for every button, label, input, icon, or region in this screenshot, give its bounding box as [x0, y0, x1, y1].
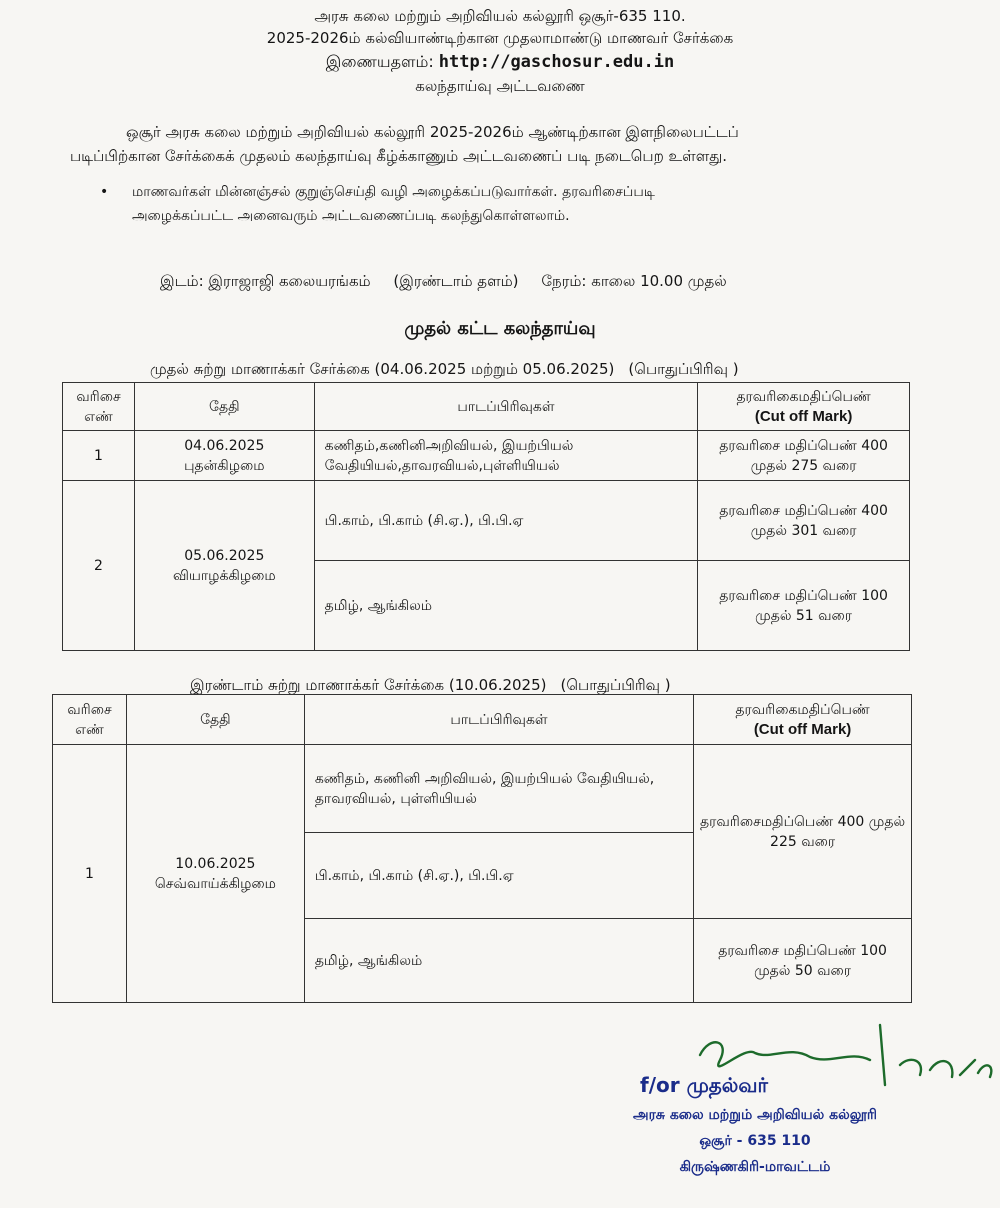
header-subjects: பாடப்பிரிவுகள் — [304, 695, 693, 745]
row-date-value: 05.06.2025 — [184, 547, 265, 564]
row-cutoff: தரவரிசை மதிப்பெண் 400 முதல் 301 வரை — [698, 481, 910, 561]
row-date — [134, 431, 314, 481]
row-day: வியாழக்கிழமை — [172, 567, 276, 584]
row-cutoff: தரவரிசைமதிப்பெண் 400 முதல் 225 வரை — [694, 745, 912, 919]
header-cutoff-ta: தரவரிகைமதிப்பெண் — [736, 388, 871, 405]
table-row — [63, 431, 910, 481]
table-header-row — [63, 383, 910, 431]
header-cutoff-en: (Cut off Mark) — [753, 720, 852, 738]
section-title: முதல் கட்ட கலந்தாய்வு — [404, 318, 596, 339]
intro-line-1: ஒசூர் அரசு கலை மற்றும் அறிவியல் கல்லூரி 2025-2026ம் ஆண்டிற்கான இளநிலைபட்டப் — [126, 123, 739, 141]
venue-time: நேரம்: காலை 10.00 முதல் — [541, 272, 727, 290]
round2-category: (பொதுப்பிரிவு ) — [560, 676, 671, 694]
row-date-value: 04.06.2025 — [184, 437, 265, 454]
table-header-row — [53, 695, 912, 745]
bullet-note — [100, 180, 860, 228]
row-subjects: பி.காம், பி.காம் (சி.ஏ.), பி.பி.ஏ — [304, 833, 693, 919]
row-subjects: தமிழ், ஆங்கிலம் — [314, 561, 698, 651]
row-subjects: கணிதம், கணினி அறிவியல், இயற்பியல் வேதியியல், தாவரவியல், புள்ளியியல் — [304, 745, 693, 833]
row-sno: 2 — [63, 481, 135, 651]
round2-caption: இரண்டாம் சுற்று மாணாக்கர் சேர்க்கை (10.06.2025) — [190, 676, 547, 694]
row-cutoff: தரவரிசை மதிப்பெண் 100 முதல் 50 வரை — [694, 919, 912, 1003]
header-cutoff-en: (Cut off Mark) — [754, 407, 853, 425]
header-date: தேதி — [134, 383, 314, 431]
header-date: தேதி — [126, 695, 304, 745]
venue-line — [160, 272, 745, 292]
admission-title: 2025-2026ம் கல்வியாண்டிற்கான முதலாமாண்டு மாணவர் சேர்க்கை — [266, 29, 734, 47]
principal-signature: f/or முதல்வர் — [640, 1073, 768, 1097]
website-line — [0, 52, 1000, 72]
round1-caption-line — [150, 360, 739, 380]
table-row — [63, 481, 910, 561]
stamp-line-2: ஒசூர் - 635 110 — [699, 1133, 811, 1149]
stamp-line-1: அரசு கலை மற்றும் அறிவியல் கல்லூரி — [633, 1107, 877, 1123]
row-date-value: 10.06.2025 — [175, 855, 256, 872]
round1-category: (பொதுப்பிரிவு ) — [628, 360, 739, 378]
bullet-line-1: மாணவர்கள் மின்னஞ்சல் குறுஞ்செய்தி வழி அழைக்கப்படுவார்கள். தரவரிசைப்படி — [132, 184, 655, 200]
row-cutoff: தரவரிசை மதிப்பெண் 100 முதல் 51 வரை — [698, 561, 910, 651]
venue-place: இடம்: இராஜாஜி கலையரங்கம் — [160, 272, 371, 290]
row-subjects: தமிழ், ஆங்கிலம் — [304, 919, 693, 1003]
intro-line-2: படிப்பிற்கான சேர்க்கைக் முதலம் கலந்தாய்வு கீழ்க்காணும் அட்டவணைப் படி நடைபெற உள்ளது. — [70, 147, 728, 165]
table-row — [53, 745, 912, 833]
round1-caption: முதல் சுற்று மாணாக்கர் சேர்க்கை (04.06.2025 மற்றும் 05.06.2025) — [150, 360, 615, 378]
header-sno: வரிசை எண் — [63, 383, 135, 431]
intro-paragraph — [70, 120, 930, 168]
website-label: இணையதளம்: — [325, 52, 434, 71]
row-subjects: பி.காம், பி.காம் (சி.ஏ.), பி.பி.ஏ — [314, 481, 698, 561]
venue-floor: (இரண்டாம் தளம்) — [393, 272, 519, 290]
round2-caption-line — [190, 676, 671, 696]
row-subjects: கணிதம்,கணினிஅறிவியல், இயற்பியல் வேதியியல்,தாவரவியல்,புள்ளியியல் — [314, 431, 698, 481]
website-url[interactable]: http://gaschosur.edu.in — [438, 52, 675, 72]
row-date — [134, 481, 314, 651]
row-date — [126, 745, 304, 1003]
row-day: செவ்வாய்க்கிழமை — [154, 875, 276, 892]
header-sno: வரிசை எண் — [53, 695, 127, 745]
round1-table — [62, 382, 910, 651]
header-subjects: பாடப்பிரிவுகள் — [314, 383, 698, 431]
row-sno: 1 — [63, 431, 135, 481]
bullet-icon: • — [100, 184, 109, 200]
bullet-line-2: அழைக்கப்பட்ட அனைவரும் அட்டவணைப்படி கலந்துகொள்ளலாம். — [132, 208, 570, 224]
signature-block — [580, 1015, 1000, 1208]
college-name: அரசு கலை மற்றும் அறிவியல் கல்லூரி ஒசூர்-635 110. — [314, 7, 686, 25]
schedule-title: கலந்தாய்வு அட்டவணை — [415, 77, 585, 95]
row-cutoff: தரவரிசை மதிப்பெண் 400 முதல் 275 வரை — [698, 431, 910, 481]
header-cutoff-ta: தரவரிகைமதிப்பெண் — [735, 701, 870, 718]
header-cutoff — [694, 695, 912, 745]
round2-table — [52, 694, 912, 1003]
stamp-line-3: கிருஷ்ணகிரி-மாவட்டம் — [679, 1159, 831, 1175]
row-sno: 1 — [53, 745, 127, 1003]
row-day: புதன்கிழமை — [184, 457, 265, 474]
header-cutoff — [698, 383, 910, 431]
